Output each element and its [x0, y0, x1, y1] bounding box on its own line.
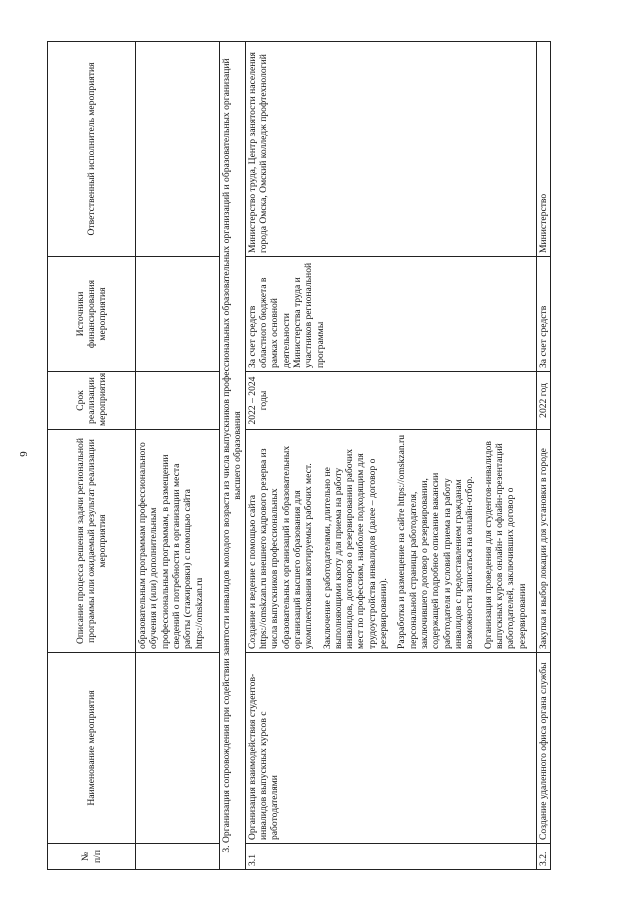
row-3-2-sources: За счет средств — [536, 257, 550, 372]
row-3-1-term: 2022 – 2024 годы — [245, 372, 536, 430]
rotated-table-area — [47, 42, 602, 870]
row-3-2-description: Закупка и выбор локации для установки в городе — [536, 430, 550, 653]
header-row — [48, 42, 136, 870]
row-3-1-para-2: Заключение с работодателями, длительно не выполняющими квоту для приема на работу инвалидов, договоров о резервировании рабочих мест по профессиям, наиболее подходящим для трудоустройства инвалидов (далее – договор о резервировании). — [321, 448, 390, 649]
row-3-1-para-3: Разработка и размещение на сайте https://omskzan.ru персональной страницы работодателя, заключившего договор о резервировании, содержащей подробное описание вакансии работодателя и условий приема на работу инвалидов с предоставлением гражданам возможности записаться на онлайн-отбор. — [396, 434, 476, 649]
row-3-1-sources: За счет средств областного бюджета в рамках основной деятельности Министерства труда и участников региональной программы — [245, 257, 536, 372]
continuation-row — [136, 42, 220, 870]
row-3-2-executor: Министерство — [536, 42, 550, 257]
row-3-1-name: Организация взаимодействия студентов-инвалидов выпускных курсов с работодателями — [245, 653, 536, 844]
row-3-1-executor: Министерство труда, Центр занятости населения города Омска, Омский колледж профтехнологий — [245, 42, 536, 257]
header-executor: Ответственный исполнитель мероприятия — [48, 42, 136, 257]
row-3-2-term: 2022 год — [536, 372, 550, 430]
program-table — [47, 41, 551, 870]
header-name: Наименование мероприятия — [48, 653, 136, 844]
header-sources: Источники финансирования мероприятия — [48, 257, 136, 372]
header-num: № п/п — [48, 844, 136, 870]
header-description: Описание процесса решения задачи региональной программы или ожидаемый результат реализации мероприятия — [48, 430, 136, 653]
header-term: Срок реализации мероприятия — [48, 372, 136, 430]
row-3-2-name: Создание удаленного офиса органа службы — [536, 653, 550, 844]
continuation-description: образовательным программам профессионального обучения и (или) дополнительным профессиональным программам, в размещении сведений о потребности в организации места работы (стажировки) с помощью сайта https://omskzan.ru — [136, 430, 220, 653]
table-row-3-1 — [245, 42, 536, 870]
row-3-1-para-4: Организация проведения для студентов-инвалидов выпускных курсов онлайн- и офлайн-презентаций работодателей, заключивших договор о резервировании — [482, 441, 528, 649]
row-3-1-description — [245, 430, 536, 653]
section-3-title: 3. Организация сопровождения при содействии занятости инвалидов молодого возраста из числа выпускников профессиональных образовательных организаций и образовательных организаций высшего образования — [220, 42, 246, 870]
table-row-3-2 — [536, 42, 550, 870]
row-3-2-num: 3.2. — [536, 844, 550, 870]
row-3-1-num: 3.1 — [245, 844, 536, 870]
section-3-row — [220, 42, 246, 870]
row-3-1-para-1: Создание и ведение с помощью сайта https://omskzan.ru внешнего кадрового резерва из числа выпускников профессиональных образовательных организаций и образовательных организаций высшего образования для укомплектования квотируемых рабочих мест. — [246, 445, 315, 649]
page-number: 6 — [16, 451, 29, 457]
